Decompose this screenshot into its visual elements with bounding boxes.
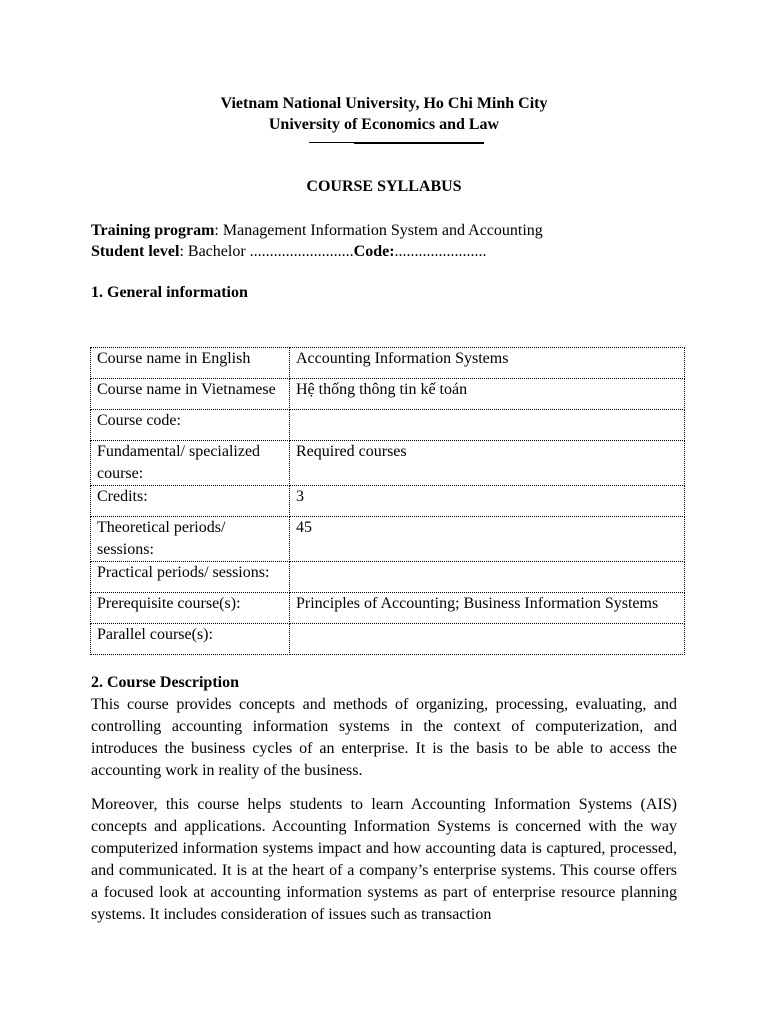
row-value [290,562,685,593]
student-level-value: : Bachelor .......................... [179,243,354,260]
row-value: 3 [290,486,685,517]
description-paragraph: Moreover, this course helps students to learn Accounting Information Systems (AIS) concepts and applications. Accounting Information Systems is concerned with the way computerized information systems impact and how accounting data is captured, processed, and communicated. It is at the heart of a company’s enterprise systems. This course offers a focused look at accounting information systems as part of enterprise resource planning systems. It includes consideration of issues such as transaction [91,796,677,923]
table-row [91,624,685,655]
training-program-value: : Management Information System and Accounting [214,222,543,239]
row-value: Hệ thống thông tin kế toán [290,379,685,410]
header-divider-accent [354,142,484,144]
document-header [0,93,768,135]
section-heading-description: 2. Course Description [91,674,239,691]
student-level-line [91,241,543,262]
table-row [91,517,685,562]
row-value: Accounting Information Systems [290,348,685,379]
table-row [91,441,685,486]
row-value: 45 [290,517,685,562]
program-meta [91,220,543,262]
training-program-line [91,220,543,241]
general-info-table [90,347,685,655]
section-heading-general: 1. General information [91,284,248,301]
table-row [91,410,685,441]
code-label: Code: [353,243,395,260]
row-label: Parallel course(s): [91,624,290,655]
table-row [91,593,685,624]
row-value: Required courses [290,441,685,486]
document-title: COURSE SYLLABUS [306,178,462,195]
row-label: Practical periods/ sessions: [91,562,290,593]
table-row [91,486,685,517]
description-paragraph: This course provides concepts and methods of organizing, processing, evaluating, and controlling accounting information systems in the context of computerization, and introduces the business cycles of an enterprise. It is the basis to be able to access the accounting work in reality of the business. [91,696,677,779]
row-label: Theoretical periods/ sessions: [91,517,290,562]
row-value [290,624,685,655]
row-label: Fundamental/ specialized course: [91,441,290,486]
code-value: ....................... [394,243,487,260]
row-label: Course name in English [91,348,290,379]
row-label: Credits: [91,486,290,517]
table-row [91,348,685,379]
table-row [91,379,685,410]
row-label: Course name in Vietnamese [91,379,290,410]
student-level-label: Student level [91,243,180,260]
row-label: Prerequisite course(s): [91,593,290,624]
row-value [290,410,685,441]
university-name: Vietnam National University, Ho Chi Minh City [220,95,548,112]
faculty-name: University of Economics and Law [268,116,500,133]
table-row [91,562,685,593]
training-program-label: Training program [91,222,215,239]
row-label: Course code: [91,410,290,441]
row-value: Principles of Accounting; Business Information Systems [290,593,685,624]
